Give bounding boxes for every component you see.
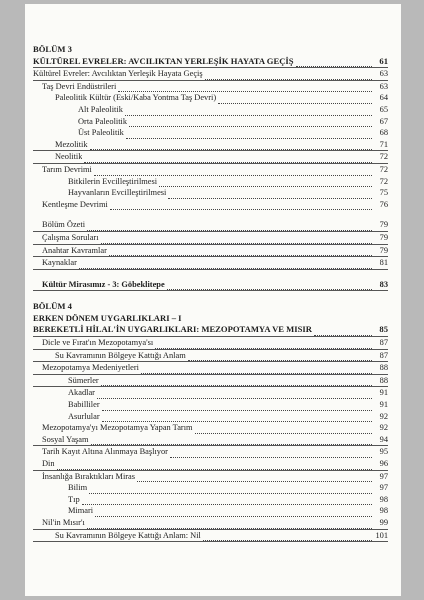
toc-entry: Bitkilerin Evcilleştirilmesi 72 bbox=[68, 176, 388, 186]
chapter-4-title-line1: ERKEN DÖNEM UYGARLIKLARI – I bbox=[33, 312, 182, 323]
toc-entry: Kentleşme Devrimi 76 bbox=[42, 199, 388, 209]
toc-entry: Sosyal Yaşam 94 bbox=[33, 434, 388, 447]
toc-entry: Asurlular 92 bbox=[68, 411, 388, 421]
toc-entry: Paleolitik Kültür (Eski/Kaba Yontma Taş Devri) 64 bbox=[55, 93, 388, 103]
toc-entry: Çalışma Soruları 79 bbox=[33, 232, 388, 245]
chapter-3-title: KÜLTÜREL EVRELER: AVCILIKTAN YERLEŞİK HAYATA GEÇİŞ 61 bbox=[33, 56, 388, 69]
toc-entry: Bölüm Özeti 79 bbox=[33, 219, 388, 232]
toc-entry: Üst Paleolitik 68 bbox=[78, 128, 388, 138]
toc-entry: Bilim 97 bbox=[68, 483, 388, 493]
toc-entry: Tarım Devrimi 72 bbox=[42, 164, 388, 174]
toc-entry: Tarih Kayıt Altına Alınmaya Başlıyor 95 bbox=[42, 447, 388, 457]
leader-dots bbox=[296, 63, 372, 67]
book-page bbox=[25, 4, 401, 596]
toc-entry: Nil'in Mısır'ı 99 bbox=[33, 517, 388, 530]
toc-entry: Akadlar 91 bbox=[68, 388, 388, 398]
table-of-contents bbox=[33, 44, 388, 542]
toc-entry: Neolitik 72 bbox=[33, 151, 388, 164]
toc-entry: Kültürel Evreler: Avcılıktan Yerleşik Hayata Geçiş 63 bbox=[33, 68, 388, 81]
toc-entry: Alt Paleolitik 65 bbox=[78, 104, 388, 114]
toc-entry: Din 96 bbox=[33, 458, 388, 471]
toc-entry: Mezolitik 71 bbox=[33, 139, 388, 152]
toc-entry: Tıp 98 bbox=[68, 494, 388, 504]
toc-entry: Hayvanların Evcilleştirilmesi 75 bbox=[68, 188, 388, 198]
toc-entry: Mezopotamya Medeniyetleri 88 bbox=[33, 362, 388, 375]
toc-entry: Su Kavramının Bölgeye Kattığı Anlam: Nil 101 bbox=[33, 530, 388, 543]
toc-entry: Sümerler 88 bbox=[33, 375, 388, 388]
toc-entry: Kaynaklar 81 bbox=[33, 257, 388, 270]
toc-entry: Babilliler 91 bbox=[68, 400, 388, 410]
heritage-entry: Kültür Mirasımız - 3: Göbeklitepe 83 bbox=[33, 279, 388, 292]
toc-entry: Dicle ve Fırat'ın Mezopotamya'sı 87 bbox=[33, 337, 388, 350]
toc-entry: Mezopotamya'yı Mezopotamya Yapan Tarım 92 bbox=[42, 423, 388, 433]
toc-entry: Orta Paleolitik 67 bbox=[78, 116, 388, 126]
chapter-4-label: BÖLÜM 4 bbox=[33, 301, 72, 312]
toc-entry: Mimari 98 bbox=[68, 506, 388, 516]
toc-entry: Taş Devri Endüstrileri 63 bbox=[42, 81, 388, 91]
chapter-4-title: BEREKETLİ HİLAL'İN UYGARLIKLARI: MEZOPOTAMYA VE MISIR 85 bbox=[33, 324, 388, 337]
toc-entry: Su Kavramının Bölgeye Kattığı Anlam 87 bbox=[33, 350, 388, 363]
toc-entry: Anahtar Kavramlar 79 bbox=[33, 245, 388, 258]
toc-entry: İnsanlığa Bıraktıkları Miras 97 bbox=[42, 471, 388, 481]
chapter-3-label: BÖLÜM 3 bbox=[33, 44, 72, 54]
